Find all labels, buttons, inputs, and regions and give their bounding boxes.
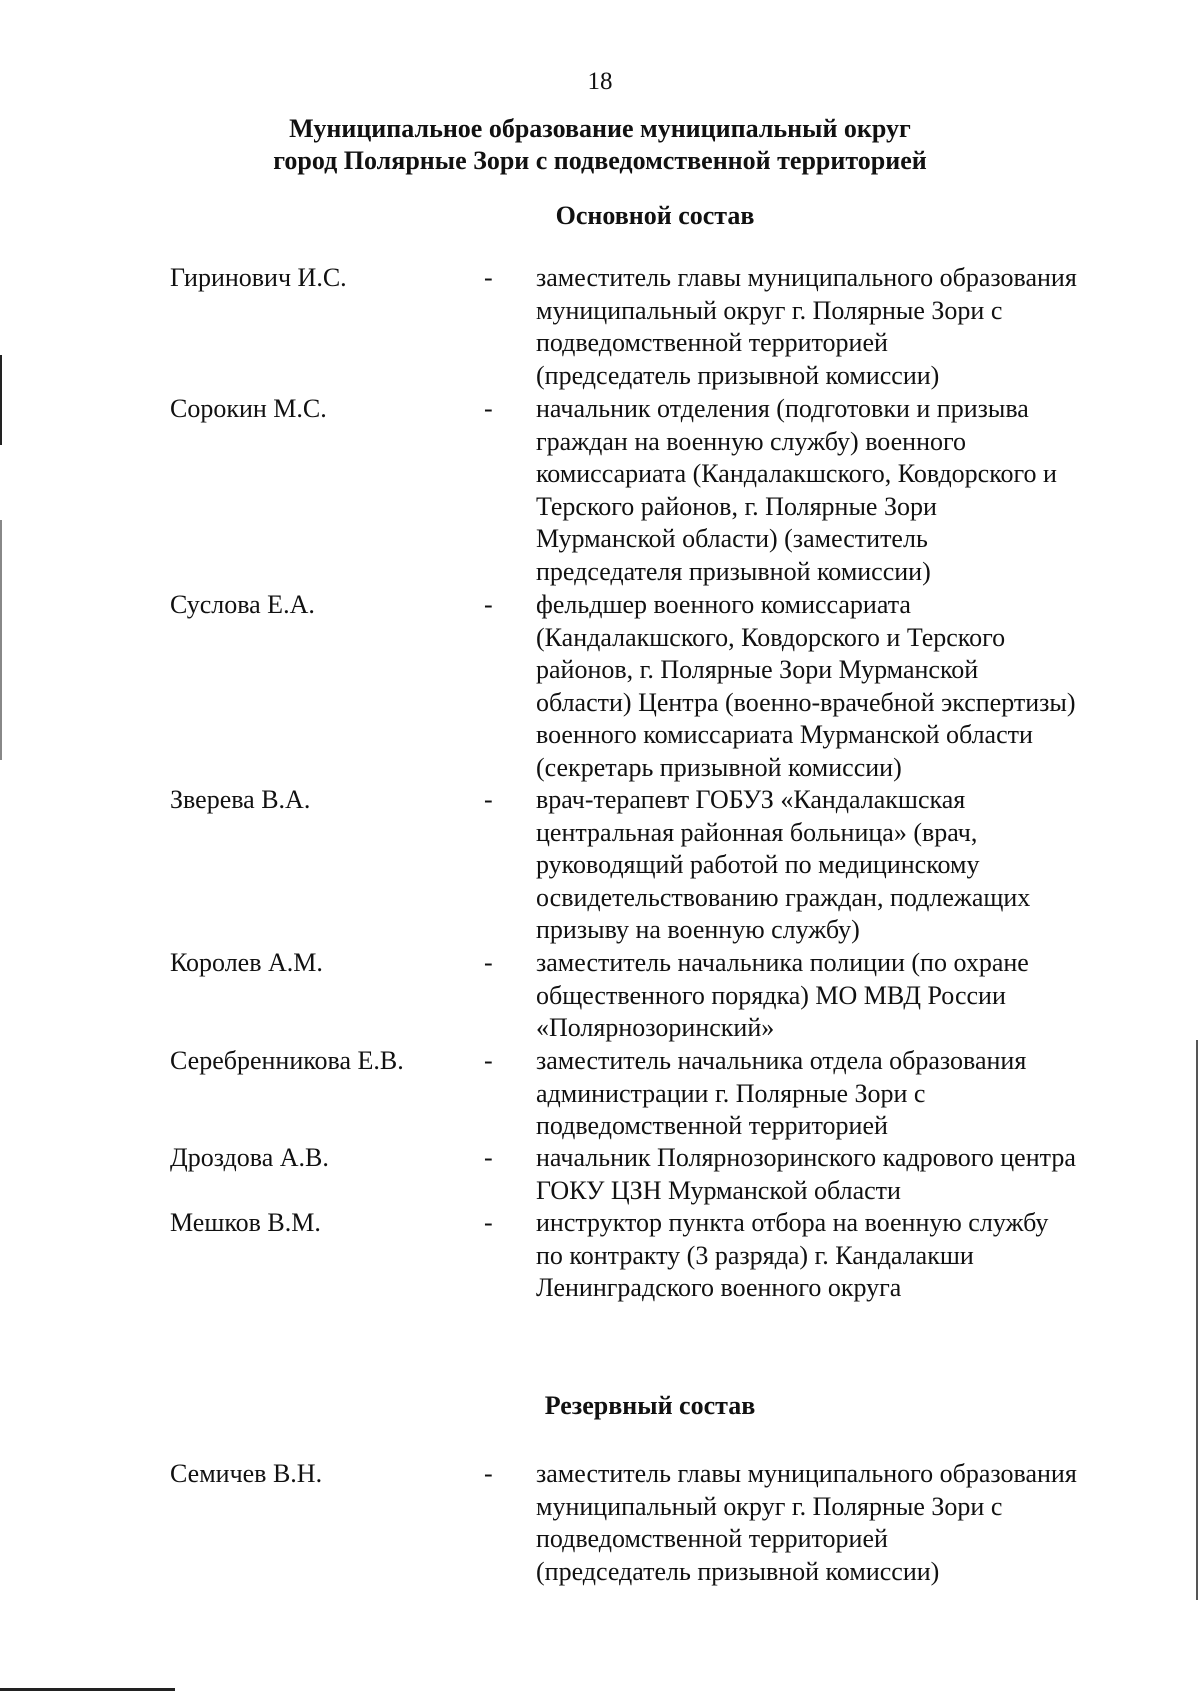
- member-role: заместитель главы муниципального образования муниципальный округ г. Полярные Зори с подведомственной территорией (председатель призывной комиссии): [536, 1459, 1077, 1586]
- main-composition-heading: Основной состав: [555, 201, 755, 230]
- member-name: Королев А.М.: [170, 948, 323, 977]
- member-name: Сорокин М.С.: [170, 394, 327, 423]
- member-name: Серебренникова Е.В.: [170, 1046, 404, 1075]
- member-dash: -: [484, 948, 493, 977]
- member-role: врач-терапевт ГОБУЗ «Кандалакшская центральная районная больница» (врач, руководящий работой по медицинскому освидетельствованию граждан, подлежащих призыву на военную службу): [536, 785, 1031, 945]
- page-number: 18: [587, 68, 613, 95]
- member-dash: -: [484, 1046, 493, 1075]
- member-role: заместитель начальника полиции (по охране общественного порядка) МО МВД России «Полярнозоринский»: [536, 948, 1029, 1043]
- member-dash: -: [484, 1143, 493, 1172]
- member-role: заместитель начальника отдела образования администрации г. Полярные Зори с подведомственной территорией: [536, 1046, 1027, 1141]
- member-name: Суслова Е.А.: [170, 590, 315, 619]
- title-line-2: город Полярные Зори с подведомственной территорией: [273, 146, 927, 175]
- member-name: Мешков В.М.: [170, 1208, 321, 1237]
- member-role: фельдшер военного комиссариата (Кандалакшского, Ковдорского и Терского районов, г. Полярные Зори Мурманской области) Центра (военно-врачебной экспертизы) военного комиссариата Мурманской области (секретарь призывной комиссии): [536, 590, 1076, 782]
- member-dash: -: [484, 394, 493, 423]
- title-line-1: Муниципальное образование муниципальный округ: [289, 114, 911, 143]
- member-dash: -: [484, 590, 493, 619]
- scan-edge-mark: [0, 355, 2, 445]
- member-dash: -: [484, 263, 493, 292]
- member-role: начальник отделения (подготовки и призыва граждан на военную службу) военного комиссариата (Кандалакшского, Ковдорского и Терского районов, г. Полярные Зори Мурманской области) (заместитель председателя призывной комиссии): [536, 394, 1057, 586]
- reserve-composition-heading: Резервный состав: [544, 1391, 756, 1420]
- member-name: Дроздова А.В.: [170, 1143, 329, 1172]
- member-role: заместитель главы муниципального образования муниципальный округ г. Полярные Зори с подведомственной территорией (председатель призывной комиссии): [536, 263, 1077, 390]
- member-dash: -: [484, 1459, 493, 1488]
- document-title: [0, 113, 1200, 177]
- scan-edge-mark: [0, 520, 2, 760]
- scan-edge-mark: [1196, 1040, 1198, 1600]
- member-name: Зверева В.А.: [170, 785, 311, 814]
- member-role: начальник Полярнозоринского кадрового центра ГОКУ ЦЗН Мурманской области: [536, 1143, 1076, 1205]
- member-role: инструктор пункта отбора на военную службу по контракту (3 разряда) г. Кандалакши Ленинградского военного округа: [536, 1208, 1049, 1303]
- scan-edge-mark: [0, 1688, 175, 1691]
- member-name: Семичев В.Н.: [170, 1459, 323, 1488]
- member-dash: -: [484, 1208, 493, 1237]
- member-name: Гиринович И.С.: [170, 263, 347, 292]
- member-dash: -: [484, 785, 493, 814]
